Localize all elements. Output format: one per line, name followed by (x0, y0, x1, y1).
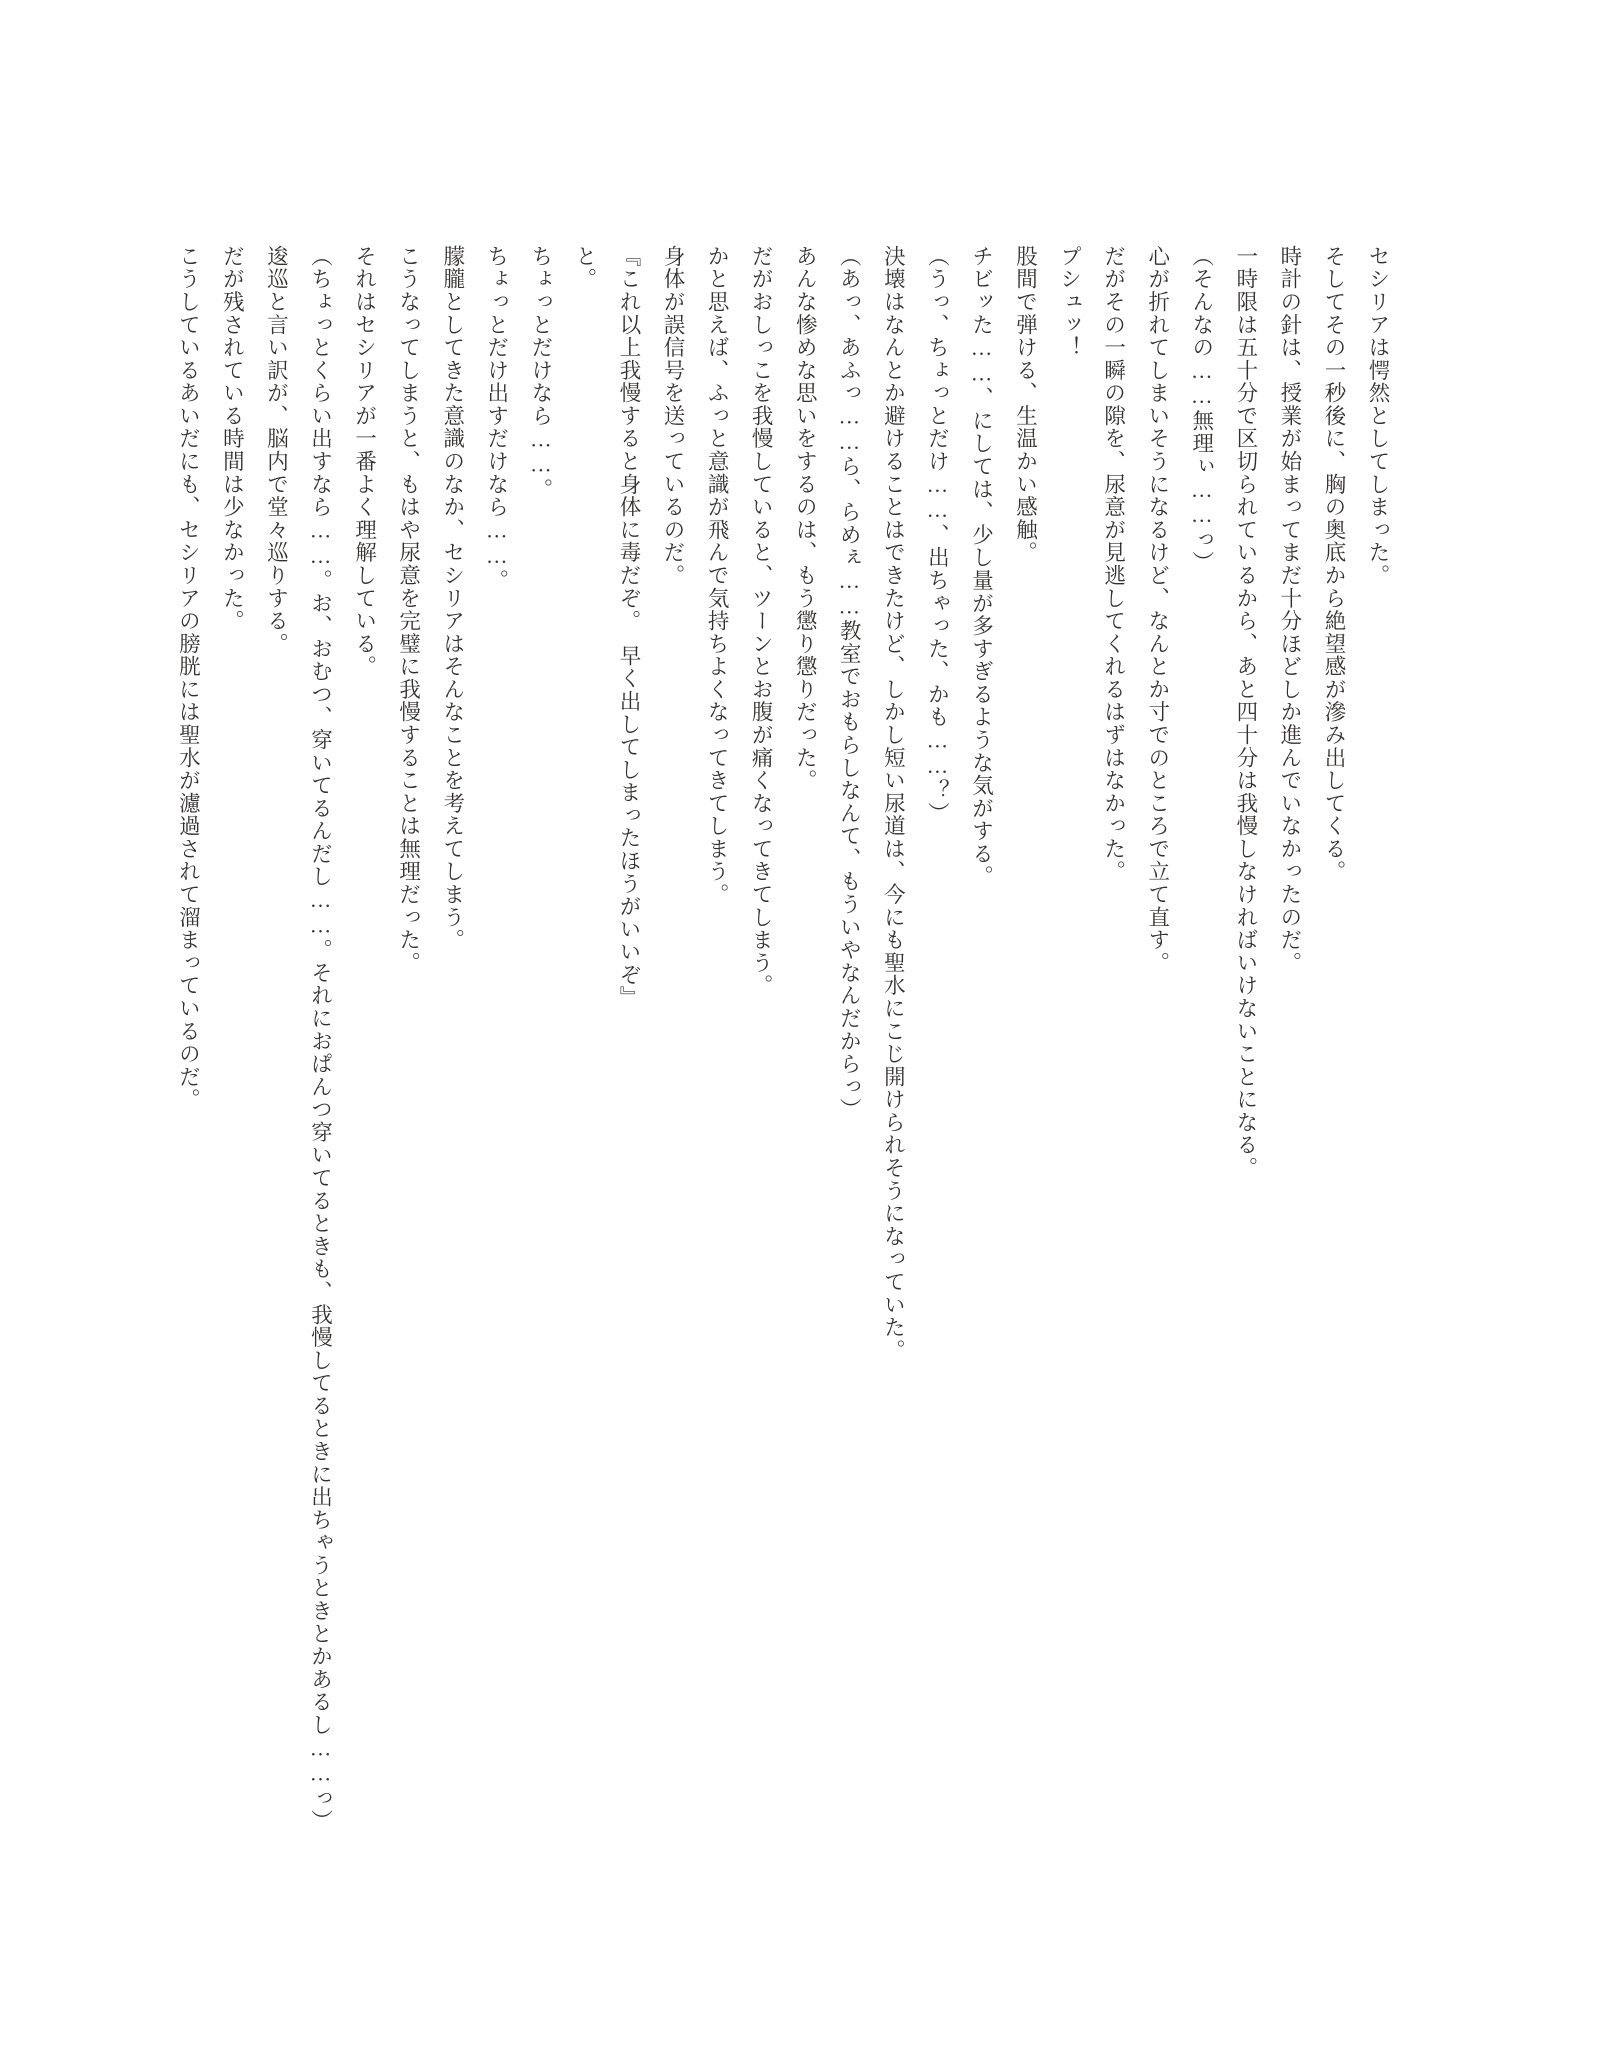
paragraph: 時計の針は、授業が始まってまだ十分ほどしか進んでいなかったのだ。 (1277, 245, 1302, 975)
paragraph: 心が折れてしまいそうになるけど、なんとか寸でのところで立て直す。 (1145, 245, 1170, 975)
paragraph: （そんなの……無理ぃ……っ） (1189, 245, 1214, 575)
paragraph: だがおしっこを我慢していると、ツーンとお腹が痛くなってきてしまう。 (749, 245, 774, 998)
vertical-text-body (170, 245, 1400, 1845)
paragraph: 決壊はなんとか避けることはできたけど、しかし短い尿道は、今にも聖水にこじ開けられそうになっていた。 (881, 245, 906, 1362)
paragraph: と。 (572, 245, 597, 291)
paragraph: だが残されている時間は少なかった。 (220, 245, 245, 633)
paragraph: チビッた……、にしては、少し量が多すぎるような気がする。 (969, 245, 994, 889)
paragraph: だがその一瞬の隙を、尿意が見逃してくれるはずはなかった。 (1101, 245, 1126, 884)
paragraph: それはセシリアが一番よく理解している。 (352, 245, 377, 679)
paragraph: そしてその一秒後に、胸の奥底から絶望感が滲み出してくる。 (1321, 245, 1346, 884)
paragraph: ちょっとだけなら……。 (528, 245, 553, 501)
paragraph: 一時限は五十分で区切られているから、あと四十分は我慢しなければいけないことになる。 (1233, 245, 1258, 1180)
paragraph: かと思えば、ふっと意識が飛んで気持ちよくなってきてしまう。 (705, 245, 730, 906)
paragraph: ちょっとだけ出すだけなら……。 (484, 245, 509, 592)
paragraph: 『これ以上我慢すると身体に毒だぞ。 早く出してしまったほうがいいぞ』 (616, 245, 641, 1010)
paragraph: こうしているあいだにも、セシリアの膀胱には聖水が濾過されて溜まっているのだ。 (176, 245, 201, 1112)
paragraph: プシュッ！ (1057, 245, 1082, 359)
paragraph: （うっ、ちょっとだけ……、出ちゃった、かも……？） (925, 245, 950, 825)
paragraph: 股間で弾ける、生温かい感触。 (1013, 245, 1038, 565)
paragraph: あんな惨めな思いをするのは、もう懲り懲りだった。 (793, 245, 818, 792)
paragraph: （ちょっとくらい出すなら……。お、おむつ、穿いてるんだし……。それにおぱんつ穿いてるときも、我慢してるときに出ちゃうときとかあるし……っ） (308, 245, 333, 1833)
paragraph: 逡巡と言い訳が、脳内で堂々巡りする。 (264, 245, 289, 656)
paragraph: 朦朧としてきた意識のなか、セシリアはそんなことを考えてしまう。 (440, 245, 465, 952)
paragraph: セシリアは愕然としてしまった。 (1366, 245, 1390, 587)
paragraph: こうなってしまうと、もはや尿意を完璧に我慢することは無理だった。 (396, 245, 421, 975)
paragraph: （あっ、あふっ……ら、らめぇ……教室でおもらしなんて、もういやなんだからっ） (837, 245, 862, 1122)
paragraph: 身体が誤信号を送っているのだ。 (661, 245, 685, 587)
